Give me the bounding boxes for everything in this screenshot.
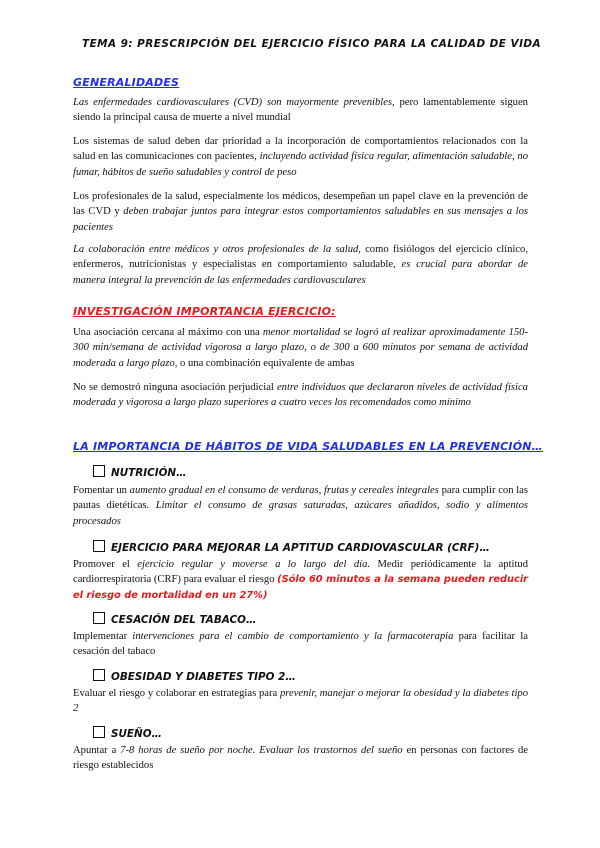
paragraph-italic: ejercicio regular y moverse a lo largo del día. [137, 559, 371, 570]
paragraph-ejercicio [73, 557, 528, 603]
paragraph-text: o una combinación equivalente de ambas [177, 357, 355, 369]
checkbox-icon [93, 465, 105, 477]
checkbox-icon [93, 726, 105, 738]
subheading-ejercicio [93, 540, 490, 554]
paragraph-italic: incluyendo actividad física regular, alimentación saludable, no fumar, hábitos de sueño saludables y control de peso [73, 151, 529, 178]
subheading-label: OBESIDAD Y DIABETES TIPO 2… [111, 671, 296, 683]
paragraph-text: como fisiólogos del ejercicio clínico, enfermeros, nutricionistas y especialistas en comportamiento saludable, [73, 244, 528, 271]
section-heading-investigacion: INVESTIGACIÓN IMPORTANCIA EJERCICIO: [73, 305, 336, 318]
paragraph-text: No se demostró ninguna asociación perjudicial [73, 382, 277, 393]
paragraph-italic: Las enfermedades cardiovasculares (CVD) son mayormente prevenibles, [73, 97, 395, 108]
paragraph-text: Los profesionales de la salud, especialmente los médicos, desempeñan un papel clave en la prevención de las CVD y [73, 191, 528, 218]
paragraph-text: Apuntar a [73, 745, 121, 756]
paragraph-italic: intervenciones para el cambio de comportamiento y la farmacoterapia [132, 631, 454, 642]
paragraph-text: Implementar [73, 631, 133, 642]
highlight-red-text: (Sólo 60 minutos a la semana pueden reducir el riesgo de mortalidad en un 27%) [73, 574, 529, 601]
checkbox-icon [93, 612, 105, 624]
subheading-label: CESACIÓN DEL TABACO… [111, 614, 257, 626]
paragraph-text: Evaluar el riesgo y colaborar en estrategias para [73, 688, 280, 699]
paragraph-text: para facilitar la cesación del tabaco [73, 631, 528, 658]
subheading-nutricion [93, 465, 187, 479]
paragraph-asociacion-mortalidad [73, 325, 528, 371]
subheading-tabaco [93, 612, 256, 626]
paragraph-tabaco [73, 629, 528, 660]
paragraph-obesidad [73, 686, 528, 717]
paragraph-colaboracion [73, 242, 528, 288]
section-heading-habitos: LA IMPORTANCIA DE HÁBITOS DE VIDA SALUDABLES EN LA PREVENCIÓN… [73, 440, 543, 453]
paragraph-sistemas-salud [73, 134, 528, 180]
subheading-label: SUEÑO… [111, 728, 162, 740]
paragraph-italic: Limitar el consumo de grasas saturadas, azúcares añadidos, sodio y alimentos procesados [73, 500, 529, 527]
paragraph-text: pero lamentablemente siguen siendo la principal causa de muerte a nivel mundial [73, 97, 528, 124]
paragraph-text: Una asociación cercana al máximo con una [73, 327, 263, 338]
paragraph-text: Promover el [73, 559, 138, 570]
paragraph-text: para cumplir con las pautas dietéticas. [73, 485, 528, 512]
paragraph-sueno [73, 743, 528, 774]
paragraph-text: Fomentar un [73, 485, 130, 496]
paragraph-italic: menor mortalidad se logró al realizar aproximadamente 150-300 min/semana de actividad vigorosa a largo plazo, o de 300 a 600 minutos por semana de actividad moderada a largo plazo, [73, 327, 528, 369]
paragraph-italic: prevenir, manejar o mejorar la obesidad y la diabetes tipo 2 [73, 688, 529, 715]
paragraph-nutricion [73, 483, 528, 529]
subheading-label: NUTRICIÓN… [111, 467, 187, 479]
paragraph-cvd-prevenibles [73, 95, 528, 126]
checkbox-icon [93, 540, 105, 552]
paragraph-sin-asociacion-perjudicial [73, 380, 528, 411]
paragraph-text: en personas con factores de riesgo establecidos [73, 745, 528, 772]
paragraph-italic: entre individuos que declararon niveles de actividad física moderada y vigorosa a largo plazo superiores a cuatro veces los recomendados como mínimo [73, 382, 528, 409]
section-heading-generalidades: GENERALIDADES [73, 76, 180, 89]
subheading-label: EJERCICIO PARA MEJORAR LA APTITUD CARDIOVASCULAR (CRF)… [111, 542, 490, 554]
paragraph-italic: deben trabajar juntos para integrar estos comportamientos saludables en sus mensajes a los pacientes [73, 206, 528, 233]
paragraph-italic: La colaboración entre médicos y otros profesionales de la salud, [73, 244, 361, 255]
checkbox-icon [93, 669, 105, 681]
subheading-obesidad [93, 669, 296, 683]
paragraph-text: Medir periódicamente la aptitud cardiorrespiratoria (CRF) para evaluar el riesgo [73, 559, 528, 586]
subheading-sueno [93, 726, 162, 740]
paragraph-profesionales [73, 189, 528, 235]
paragraph-italic: 7-8 horas de sueño por noche. Evaluar los trastornos del sueño [120, 745, 403, 756]
paragraph-italic: aumento gradual en el consumo de verduras, frutas y cereales integrales [129, 485, 439, 496]
document-title: TEMA 9: PRESCRIPCIÓN DEL EJERCICIO FÍSICO PARA LA CALIDAD DE VIDA [82, 38, 542, 50]
paragraph-text: Los sistemas de salud deben dar prioridad a la incorporación de comportamientos relacionados con la salud en las comunicaciones con pacientes, [73, 136, 528, 163]
paragraph-italic: es crucial para abordar de manera integral la prevención de las enfermedades cardiovasculares [73, 259, 528, 286]
